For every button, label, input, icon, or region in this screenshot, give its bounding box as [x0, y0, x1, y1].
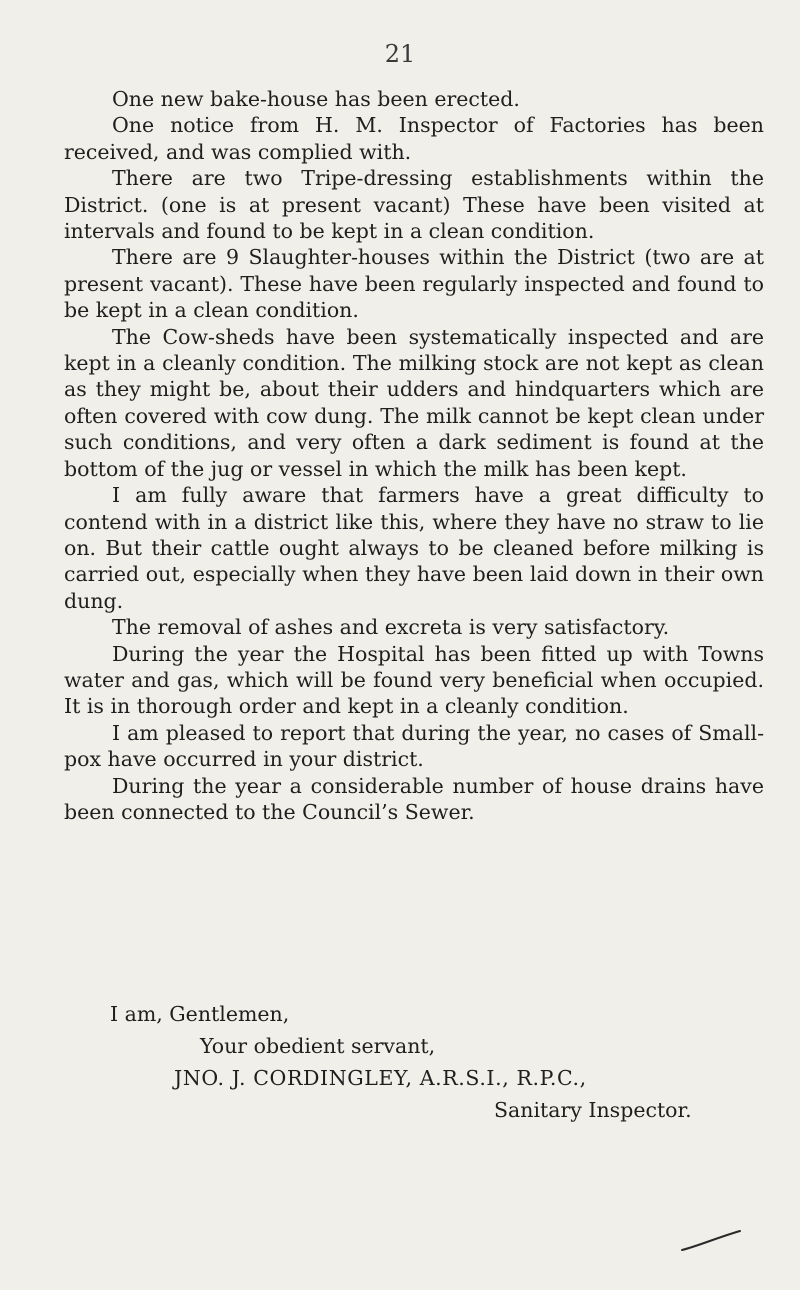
paragraph-ashes-excreta: The removal of ashes and excreta is very satisfactory. [112, 615, 670, 640]
report-body [64, 86, 764, 825]
closing-title: Sanitary Inspector. [494, 1098, 692, 1122]
paragraph-small-pox: I am pleased to report that during the year, no cases of Small-pox have occurred in your district. [64, 720, 764, 772]
paragraph-bakehouse: One new bake-house has been erected. [112, 87, 520, 111]
paragraph-farmers: I am fully aware that farmers have a great difficulty to contend with in a district like this, where they have no straw to lie on. But their cattle ought always to be cleaned before milking is carried out, especially when they have been laid down in their own dung. [64, 483, 764, 613]
paragraph-cow-sheds: The Cow-sheds have been systematically inspected and are kept in a cleanly condition. The milking stock are not kept as clean as they might be, about their udders and hindquarters which are often covered with cow dung. The milk cannot be kept clean under such conditions, and very often a dark sediment is found at the bottom of the jug or vessel in which the milk has been kept. [64, 324, 764, 481]
paragraph-house-drains: During the year a considerable number of house drains have been connected to the Council’s Sewer. [64, 773, 764, 824]
closing-signature: JNO. J. CORDINGLEY, A.R.S.I., R.P.C., [174, 1066, 587, 1090]
page-number: 21 [384, 40, 416, 68]
closing-valediction: Your obedient servant, [200, 1034, 436, 1058]
paragraph-factories-notice: One notice from H. M. Inspector of Factories has been received, and was complied with. [64, 113, 764, 164]
closing-salutation: I am, Gentlemen, [110, 1002, 290, 1026]
paragraph-hospital: During the year the Hospital has been fitted up with Towns water and gas, which will be found very beneficial when occupied. It is in thorough order and kept in a cleanly condition. [64, 641, 764, 719]
paragraph-tripe-dressing: There are two Tripe-dressing establishments within the District. (one is at present vacant) These have been visited at intervals and found to be kept in a clean condition. [64, 166, 764, 244]
pen-stroke-mark [680, 1228, 742, 1254]
paragraph-slaughter-houses: There are 9 Slaughter-houses within the District (two are at present vacant). These have been regularly inspected and found to be kept in a clean condition. [64, 245, 764, 323]
